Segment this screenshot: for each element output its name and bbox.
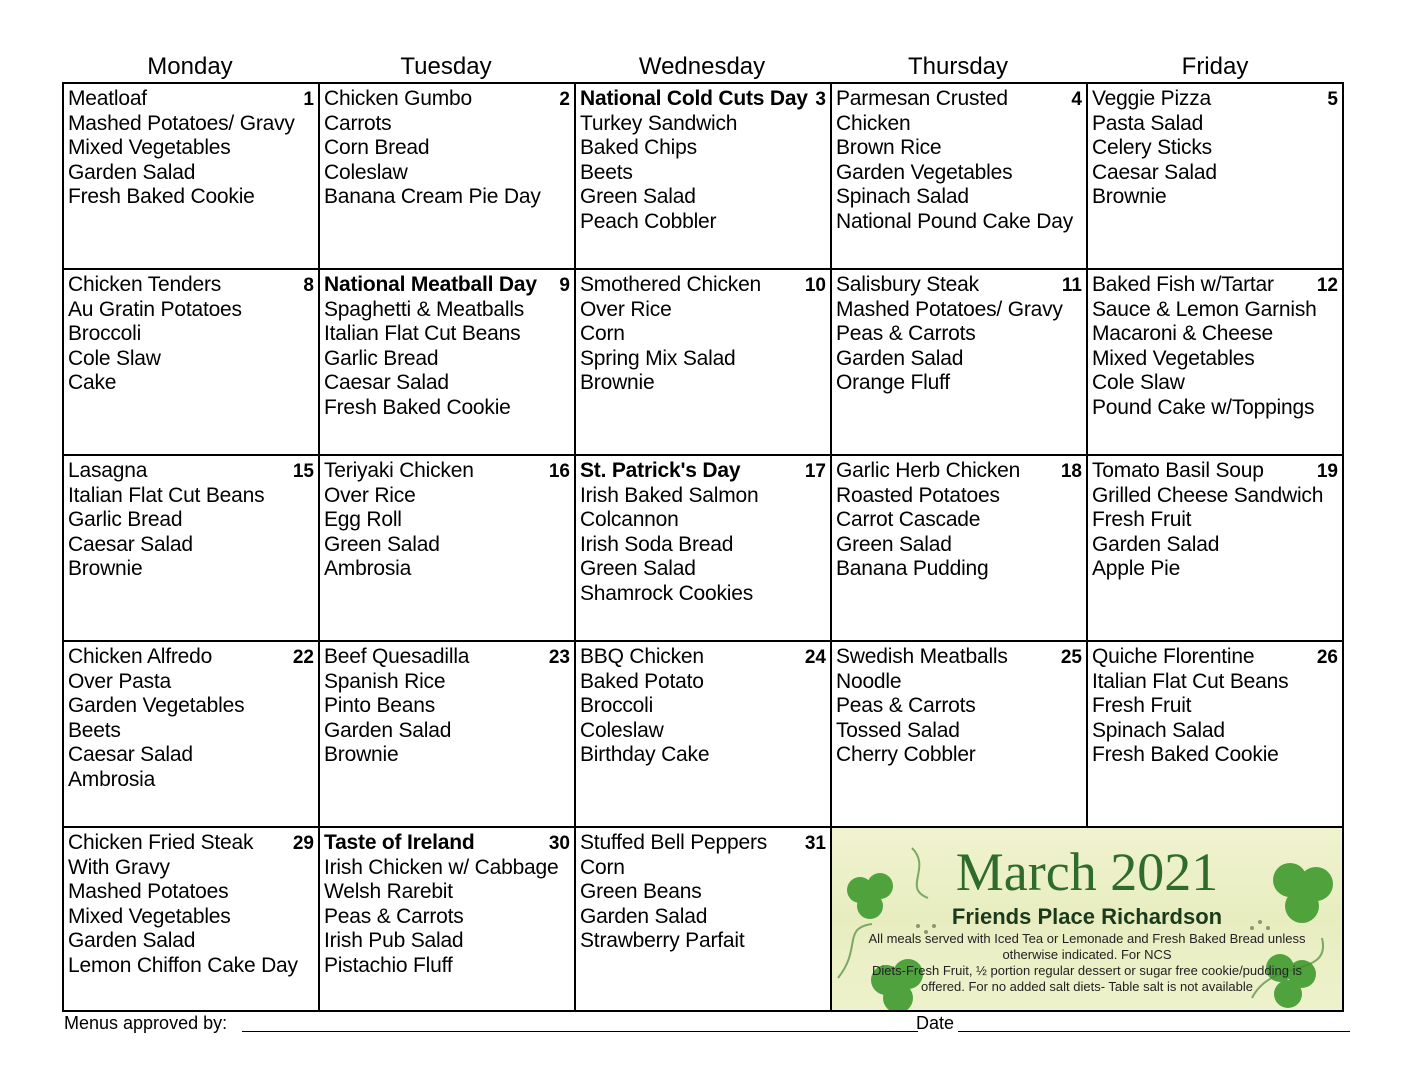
menu-item: Caesar Salad [68, 532, 193, 556]
menu-item: Corn [580, 855, 625, 879]
menu-entree: Salisbury Steak [836, 273, 979, 296]
menu-entree: Swedish Meatballs [836, 645, 1008, 668]
menu-item: Apple Pie [1092, 557, 1181, 581]
menu-item: Coleslaw [324, 160, 408, 184]
menu-item: Roasted Potatoes [836, 483, 1000, 507]
menu-item: Carrots [324, 111, 392, 135]
menu-item: Pistachio Fluff [324, 953, 453, 977]
menu-item: Brownie [68, 557, 143, 581]
day-number: 10 [804, 275, 826, 296]
menu-item: Over Rice [324, 483, 416, 507]
menu-item: Caesar Salad [1092, 160, 1217, 184]
menu-item: Egg Roll [324, 508, 402, 532]
day-cell [320, 828, 576, 1010]
banner-subtitle: Friends Place Richardson [951, 904, 1223, 929]
menu-item: Fresh Fruit [1092, 694, 1192, 718]
day-number: 15 [292, 461, 314, 482]
day-number: 8 [303, 275, 314, 296]
header-monday: Monday [147, 53, 233, 80]
approved-by-label: Menus approved by: [64, 1013, 228, 1033]
menu-item: Garden Salad [580, 904, 708, 928]
day-number: 22 [292, 647, 314, 668]
day-number: 11 [1061, 275, 1082, 296]
menu-item: Caesar Salad [68, 743, 193, 767]
menu-item: Brownie [324, 743, 399, 767]
date-label: Date [916, 1013, 955, 1033]
day-cell [1088, 642, 1342, 828]
menu-item: Green Beans [580, 880, 702, 904]
day-number: 30 [548, 833, 570, 854]
header-wednesday: Wednesday [638, 53, 766, 80]
menu-item: Peas & Carrots [324, 904, 464, 928]
banner-note-line: Diets-Fresh Fruit, ½ portion regular dessert or sugar free cookie/pudding is [872, 963, 1302, 978]
menu-item: Beets [580, 160, 633, 184]
day-number: 2 [559, 89, 570, 110]
menu-item: Pound Cake w/Toppings [1092, 395, 1315, 419]
menu-item: Grilled Cheese Sandwich [1092, 483, 1324, 507]
menu-item: Brownie [1092, 185, 1167, 209]
menu-item: Spring Mix Salad [580, 346, 736, 370]
day-number: 25 [1060, 647, 1082, 668]
menu-item: With Gravy [68, 855, 170, 879]
menu-entree: Lasagna [68, 459, 148, 482]
day-cell [320, 642, 576, 828]
day-cell [1088, 456, 1342, 642]
menu-item: Celery Sticks [1092, 136, 1212, 160]
menu-item: Garden Salad [68, 929, 196, 953]
menu-item: Coleslaw [580, 718, 664, 742]
menu-item: Spinach Salad [1092, 718, 1225, 742]
menu-item: Birthday Cake [580, 743, 710, 767]
banner-note-line: offered. For no added salt diets- Table salt is not available [921, 979, 1253, 994]
menu-item: Broccoli [68, 322, 142, 346]
menu-item: Tossed Salad [836, 718, 960, 742]
menu-item: Corn Bread [324, 136, 430, 160]
menu-item: Cake [68, 371, 117, 395]
day-number: 16 [548, 461, 570, 482]
menu-item: Garlic Bread [324, 346, 439, 370]
menu-item: Sauce & Lemon Garnish [1092, 297, 1317, 321]
banner-note-line: All meals served with Iced Tea or Lemonade and Fresh Baked Bread unless [868, 931, 1306, 946]
menu-item: Pinto Beans [324, 694, 436, 718]
day-number: 31 [804, 833, 826, 854]
menu-item: Strawberry Parfait [580, 929, 745, 953]
menu-item: Carrot Cascade [836, 508, 981, 532]
approval-footer [64, 1013, 1350, 1035]
header-tuesday: Tuesday [400, 53, 492, 80]
menu-item: Irish Baked Salmon [580, 483, 759, 507]
menu-entree: Veggie Pizza [1092, 87, 1212, 110]
menu-item: Irish Soda Bread [580, 532, 734, 556]
menu-item: Orange Fluff [836, 371, 950, 395]
menu-item: Green Salad [836, 532, 952, 556]
day-cell [1088, 84, 1342, 270]
menu-item: Cole Slaw [68, 346, 161, 370]
banner-note-line: otherwise indicated. For NCS [1002, 947, 1172, 962]
menu-entree: Smothered Chicken [580, 273, 762, 296]
menu-item: Fresh Fruit [1092, 508, 1192, 532]
menu-item: Caesar Salad [324, 371, 449, 395]
day-cell [64, 270, 320, 456]
menu-item: Ambrosia [68, 767, 156, 791]
day-number: 24 [804, 647, 826, 668]
menu-entree: Chicken Fried Steak [68, 831, 254, 854]
day-cell [320, 270, 576, 456]
menu-item: Mixed Vegetables [68, 904, 231, 928]
day-number: 4 [1071, 89, 1082, 110]
menu-item: Over Pasta [68, 669, 172, 693]
day-cell [64, 84, 320, 270]
menu-entree: St. Patrick's Day [580, 459, 741, 482]
day-cell [64, 642, 320, 828]
menu-item: Green Salad [324, 532, 440, 556]
menu-item: Irish Pub Salad [324, 929, 464, 953]
menu-item: Green Salad [580, 185, 696, 209]
menu-item: Ambrosia [324, 557, 412, 581]
menu-item: Colcannon [580, 508, 679, 532]
menu-entree: Meatloaf [68, 87, 147, 110]
menu-item: Over Rice [580, 297, 672, 321]
menu-item: Cole Slaw [1092, 371, 1185, 395]
menu-item: Spaghetti & Meatballs [324, 297, 525, 321]
menu-item: Broccoli [580, 694, 654, 718]
menu-entree: Chicken Alfredo [68, 645, 213, 668]
menu-item: Baked Potato [580, 669, 704, 693]
menu-item: Garden Vegetables [836, 160, 1013, 184]
day-number: 26 [1316, 647, 1338, 668]
menu-entree: Chicken Tenders [68, 273, 222, 296]
menu-item: Banana Cream Pie Day [324, 185, 541, 209]
menu-entree: Garlic Herb Chicken [836, 459, 1021, 482]
menu-item: National Pound Cake Day [836, 209, 1074, 233]
day-cell [320, 456, 576, 642]
day-number: 12 [1316, 275, 1338, 296]
banner-title: March 2021 [955, 842, 1219, 902]
header-friday: Friday [1181, 53, 1249, 80]
menu-item: Spanish Rice [324, 669, 446, 693]
day-number: 29 [292, 833, 314, 854]
day-number: 3 [815, 89, 826, 110]
menu-item: Garlic Bread [68, 508, 183, 532]
banner-note [832, 931, 1342, 995]
day-number: 18 [1060, 461, 1082, 482]
menu-item: Brownie [580, 371, 655, 395]
menu-item: Banana Pudding [836, 557, 989, 581]
menu-entree: BBQ Chicken [580, 645, 704, 668]
day-number: 23 [548, 647, 570, 668]
menu-item: Italian Flat Cut Beans [324, 322, 521, 346]
menu-item: Garden Vegetables [68, 694, 245, 718]
menu-item: Mashed Potatoes/ Gravy [68, 111, 295, 135]
approved-by-signature-line [242, 1031, 918, 1032]
menu-item: Pasta Salad [1092, 111, 1204, 135]
menu-entree: Chicken Gumbo [324, 87, 472, 110]
day-cell [64, 828, 320, 1010]
menu-item: Welsh Rarebit [324, 880, 453, 904]
menu-item: Shamrock Cookies [580, 581, 754, 605]
menu-item: Macaroni & Cheese [1092, 322, 1274, 346]
menu-entree: Parmesan Crusted [836, 87, 1008, 110]
day-cell [832, 270, 1088, 456]
menu-item: Spinach Salad [836, 185, 969, 209]
day-number: 5 [1327, 89, 1338, 110]
date-signature-line [958, 1031, 1350, 1032]
day-cell [832, 84, 1088, 270]
menu-entree: Tomato Basil Soup [1092, 459, 1264, 482]
weekday-header [62, 52, 1344, 82]
menu-item: Fresh Baked Cookie [1092, 743, 1279, 767]
day-cell [576, 270, 832, 456]
menu-item: Turkey Sandwich [580, 111, 738, 135]
day-number: 1 [303, 89, 314, 110]
menu-entree: Quiche Florentine [1092, 645, 1255, 668]
menu-item: Brown Rice [836, 136, 942, 160]
menu-entree: Baked Fish w/Tartar [1092, 273, 1274, 296]
menu-entree: Beef Quesadilla [324, 645, 470, 668]
menu-item: Peas & Carrots [836, 322, 976, 346]
menu-item: Mixed Vegetables [68, 136, 231, 160]
day-number: 9 [559, 275, 570, 296]
menu-item: Italian Flat Cut Beans [1092, 669, 1289, 693]
menu-item: Fresh Baked Cookie [324, 395, 511, 419]
day-cell [576, 828, 832, 1010]
day-cell [576, 642, 832, 828]
menu-item: Garden Salad [836, 346, 964, 370]
menu-entree: National Cold Cuts Day [580, 87, 808, 110]
menu-entree: Stuffed Bell Peppers [580, 831, 768, 854]
menu-item: Garden Salad [1092, 532, 1220, 556]
day-cell [832, 642, 1088, 828]
menu-item: Mashed Potatoes [68, 880, 229, 904]
menu-item: Garden Salad [324, 718, 452, 742]
day-cell [320, 84, 576, 270]
menu-entree: Taste of Ireland [324, 831, 475, 854]
menu-item: Irish Chicken w/ Cabbage [324, 855, 559, 879]
day-cell [832, 456, 1088, 642]
day-number: 17 [804, 461, 826, 482]
menu-item: Mashed Potatoes/ Gravy [836, 297, 1063, 321]
menu-item: Chicken [836, 111, 911, 135]
day-cell [576, 456, 832, 642]
day-cell [576, 84, 832, 270]
menu-item: Lemon Chiffon Cake Day [68, 953, 298, 977]
menu-item: Fresh Baked Cookie [68, 185, 255, 209]
menu-entree: National Meatball Day [324, 273, 537, 296]
menu-entree: Teriyaki Chicken [324, 459, 474, 482]
menu-item: Mixed Vegetables [1092, 346, 1255, 370]
month-banner [832, 828, 1342, 1010]
menu-item: Italian Flat Cut Beans [68, 483, 265, 507]
menu-item: Garden Salad [68, 160, 196, 184]
menu-item: Peas & Carrots [836, 694, 976, 718]
header-thursday: Thursday [907, 53, 1009, 80]
menu-item: Cherry Cobbler [836, 743, 976, 767]
menu-item: Baked Chips [580, 136, 697, 160]
day-cell [64, 456, 320, 642]
menu-item: Noodle [836, 669, 902, 693]
day-cell [1088, 270, 1342, 456]
menu-item: Peach Cobbler [580, 209, 717, 233]
menu-calendar-grid [62, 82, 1344, 1012]
menu-item: Au Gratin Potatoes [68, 297, 242, 321]
menu-item: Green Salad [580, 557, 696, 581]
day-number: 19 [1316, 461, 1338, 482]
menu-item: Corn [580, 322, 625, 346]
menu-item: Beets [68, 718, 121, 742]
